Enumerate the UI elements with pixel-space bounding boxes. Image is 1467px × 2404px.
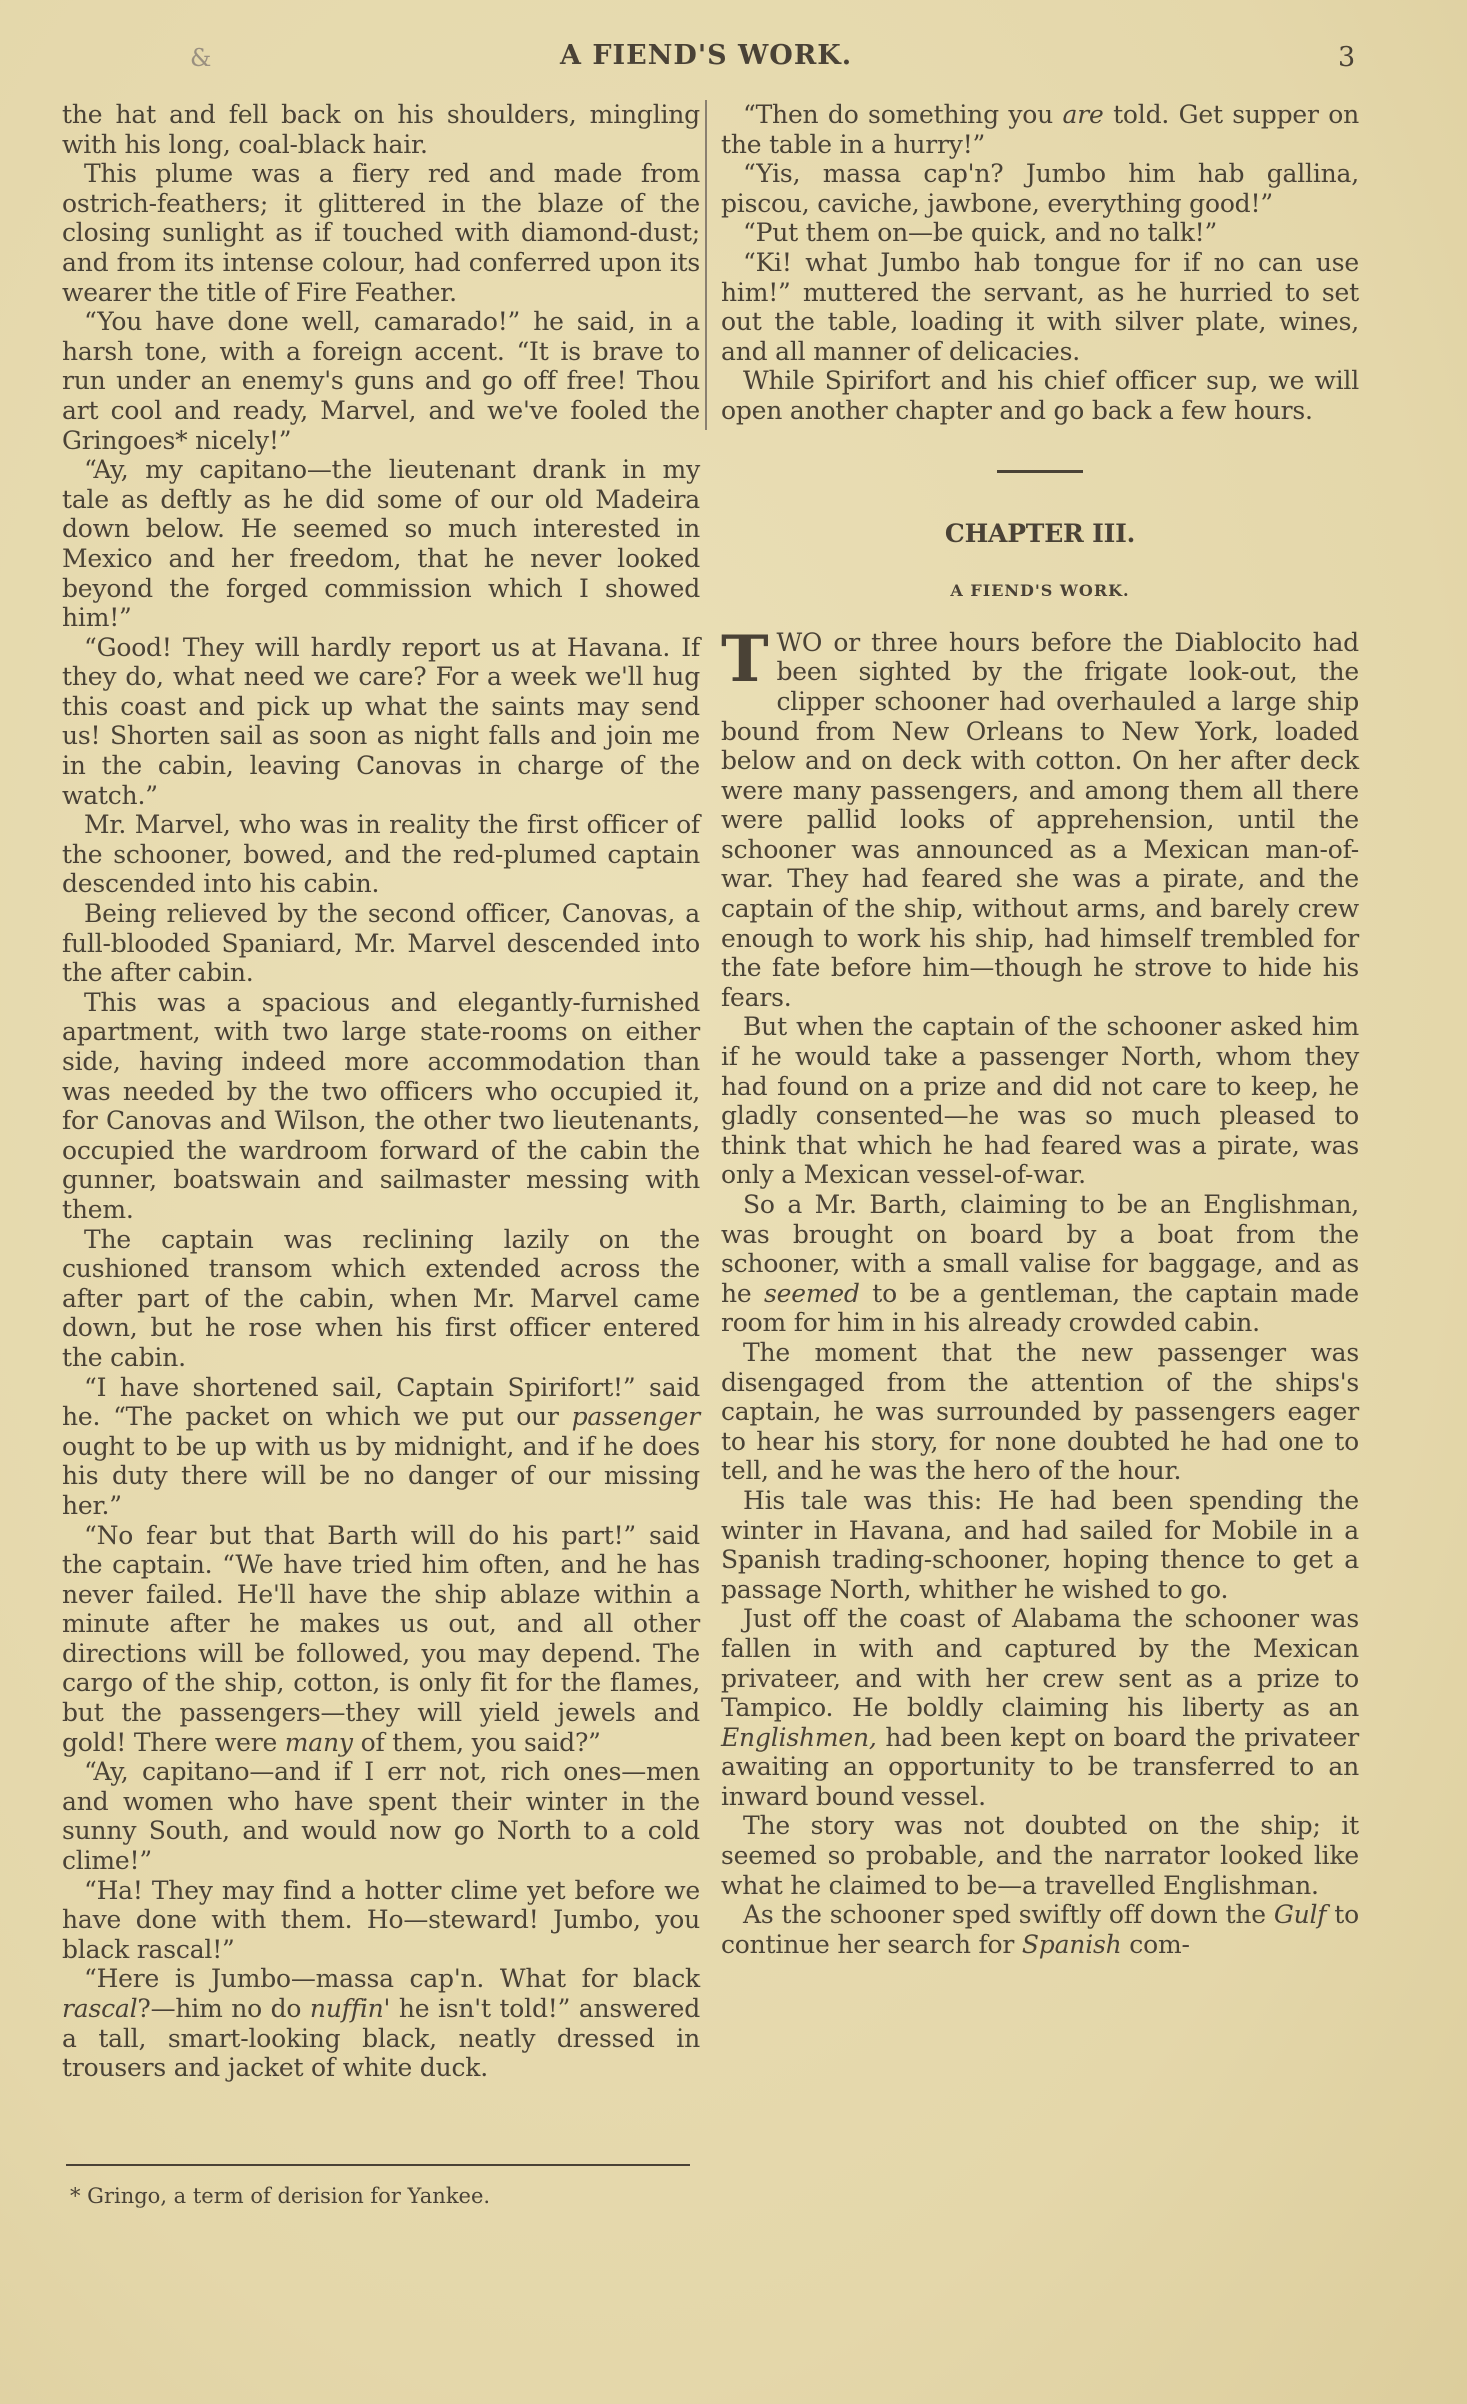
paragraph [721,1604,1359,1811]
text-run: The story was not doubted on the ship; it seemed so probable, and the narrator looked like what he claimed to be—a travelled Englishman. [721,1811,1359,1900]
paragraph [62,1521,700,1758]
text-run: “Ay, capitano—and if I err not, rich ones—men and women who have spent their winter in the sunny South, and would now go North to a cold clime!” [62,1757,700,1876]
paragraph [62,307,700,455]
running-header [0,40,1467,76]
italic-text: rascal [62,1994,138,2023]
paragraph [62,899,700,988]
text-run: “Ha! They may find a hotter clime yet before we have done with them. Ho—steward! Jumbo, you black rascal!” [62,1875,700,1964]
text-run: of them, you said?” [352,1727,601,1757]
text-run: This was a spacious and elegantly-furnished apartment, with two large state-rooms on either side, having indeed more accommodation than was needed by the two officers who occupied it, for Canovas and Wilson, the other two lieutenants, occupied the wardroom forward of the cabin the gunner, boatswain and sailmaster messing with them. [62,987,700,1224]
text-run: The captain was reclining lazily on the cushioned transom which extended across the after part of the cabin, when Mr. Marvel came down, but he rose when his first officer entered the cabin. [62,1224,700,1372]
text-run: “You have done well, camarado!” he said, in a harsh tone, with a foreign accent. “It is brave to run under an enemy's guns and go off free! Thou art cool and ready, Marvel, and we've fooled the Gringoes* nicely!” [62,307,700,455]
paragraph [721,621,1359,1013]
italic-text: seemed [764,1278,860,1308]
text-run: Just off the coast of Alabama the schooner was fallen in with and captured by the Mexican privateer, and with her crew sent as a prize to Tampico. He boldly claiming his liberty as an [721,1604,1359,1723]
right-column [721,100,1359,1959]
text-run: “Then do something you [743,100,1063,129]
paragraph [62,810,700,899]
text-run: he isn't told!” answered a tall, smart-looking black, neatly dressed in trousers and jacket of white duck. [62,1994,700,2083]
paragraph [721,218,1359,248]
chapter-subtitle: A FIEND'S WORK. [950,581,1130,601]
text-run: to continue her search for [721,1900,1359,1959]
text-run: Mr. Marvel, who was in reality the first officer of the schooner, bowed, and the red-plumed captain descended into his cabin. [62,810,700,899]
paragraph [721,1900,1359,1959]
paragraph [62,1757,700,1875]
text-run: His tale was this: He had been spending the winter in Havana, and had sailed for Mobile in a Spanish trading-schooner, hoping thence to get a passage North, whither he wished to go. [721,1485,1359,1604]
paragraph [721,1486,1359,1604]
italic-text: many [284,1727,353,1757]
paragraph [62,1225,700,1373]
text-run: “Ay, my capitano—the lieutenant drank in my tale as deftly as he did some of our old Madeira down below. He seemed so much interested in Mexico and her freedom, that he never looked beyond the forged commission which I showed him!” [62,455,700,633]
italic-text: are [1062,100,1104,129]
column-divider [705,100,707,430]
italic-text: Englishmen, [721,1722,877,1752]
text-run: “No fear but that Barth will do his part!” said the captain. “We have tried him often, and he has never failed. He'll have the ship ablaze within a minute after he makes us out, and all other directions will be followed, you may depend. The cargo of the ship, cotton, is only fit for the flames, but the passengers—they will yield jewels and gold! There were [62,1520,700,1757]
text-run: “Yis, massa cap'n? Jumbo him hab gallina, piscou, caviche, jawbone, everything good!” [721,159,1359,218]
paragraph [62,1964,700,2082]
text-run: “Here is Jumbo—massa cap'n. What for black [84,1964,700,1994]
text-run: So a Mr. Barth, claiming to be an Englishman, was brought on board by a boat from the schooner, with a small valise for baggage, and as he [721,1190,1359,1308]
paragraph [62,1373,700,1521]
text-run: But when the captain of the schooner asked him if he would take a passenger North, whom they had found on a prize and did not care to keep, he gladly consented—he was so much pleased to think that which he had feared was a pirate, was only a Mexican vessel-of-war. [721,1012,1359,1190]
paragraph [62,1876,700,1965]
section-rule [997,470,1083,473]
chapter-heading: CHAPTER III. [944,518,1136,548]
italic-text: passenger [571,1402,700,1432]
running-title: A FIEND'S WORK. [560,40,853,71]
paragraph [721,159,1359,218]
text-run: to be a gentleman, the captain made room for him in his already crowded cabin. [721,1278,1360,1338]
text-run: As the schooner sped swiftly off down the [743,1900,1274,1930]
text-run: Being relieved by the second officer, Canovas, a full-blooded Spaniard, Mr. Marvel descended into the after cabin. [62,899,700,988]
text-run: com- [1121,1929,1190,1959]
paragraph [62,100,700,159]
text-run: This plume was a fiery red and made from ostrich-feathers; it glittered in the blaze of the closing sunlight as if touched with diamond-dust; and from its intense colour, had conferred upon its wearer the title of Fire Feather. [62,159,700,307]
paragraph [721,1012,1359,1190]
text-run: ?—him no do [137,1994,310,2023]
paragraph [62,455,700,633]
footnote: * Gringo, a term of derision for Yankee. [70,2184,491,2208]
italic-text: Spanish [1021,1929,1122,1959]
paragraph [62,988,700,1225]
paragraph [62,159,700,307]
text-run: had been kept on board the privateer awaiting an opportunity to be transferred to an inward bound vessel. [721,1722,1359,1811]
text-run: “I have shortened sail, Captain Spirifort!” said he. “The packet on which we put our [62,1372,700,1432]
footnote-rule [66,2164,690,2166]
text-run: told. Get supper on the table in a hurry!” [721,100,1359,159]
italic-text: nuffin' [309,1994,391,2023]
drop-cap: T [721,621,769,697]
text-run: “Put them on—be quick, and no talk!” [743,218,1218,248]
paragraph [721,1338,1359,1486]
text-run: “Ki! what Jumbo hab tongue for if no can use him!” muttered the servant, as he hurried to set out the table, loading it with silver plate, wines, and all manner of delicacies. [721,247,1359,366]
text-run: While Spirifort and his chief officer sup, we will open another chapter and go back a few hours. [721,366,1359,425]
text-run: ought to be up with us by midnight, and if he does his duty there will be no danger of our missing her.” [62,1431,700,1520]
handwritten-mark: & [190,44,213,72]
paragraph [62,633,700,811]
paragraph [721,1811,1359,1900]
left-column [62,100,700,2083]
paragraph [721,100,1359,159]
paragraph [721,1190,1359,1338]
paragraph [721,248,1359,366]
text-run: “Good! They will hardly report us at Havana. If they do, what need we care? For a week we'll hug this coast and pick up what the saints may send us! Shorten sail as soon as night falls and join me in the cabin, leaving Canovas in charge of the watch.” [62,632,700,810]
paragraph [721,366,1359,425]
text-run: WO or three hours before the Diablocito had been sighted by the frigate look-out, the clipper schooner had overhauled a large ship bound from New Orleans to New York, loaded below and on deck with cotton. On her after deck were many passengers, and among them all there were pallid looks of apprehension, until the schooner was announced as a Mexican man-of-war. They had feared she was a pirate, and the captain of the ship, without arms, and barely crew enough to work his ship, had himself trembled for the fate before him—though he strove to hide his fears. [721,627,1359,1012]
text-run: The moment that the new passenger was disengaged from the attention of the ships's captain, he was surrounded by passengers eager to hear his story, for none doubted he had one to tell, and he was the hero of the hour. [721,1337,1359,1486]
italic-text: Gulf [1273,1900,1327,1930]
page-number: 3 [1338,42,1357,73]
text-run: the hat and fell back on his shoulders, mingling with his long, coal-black hair. [62,100,700,159]
